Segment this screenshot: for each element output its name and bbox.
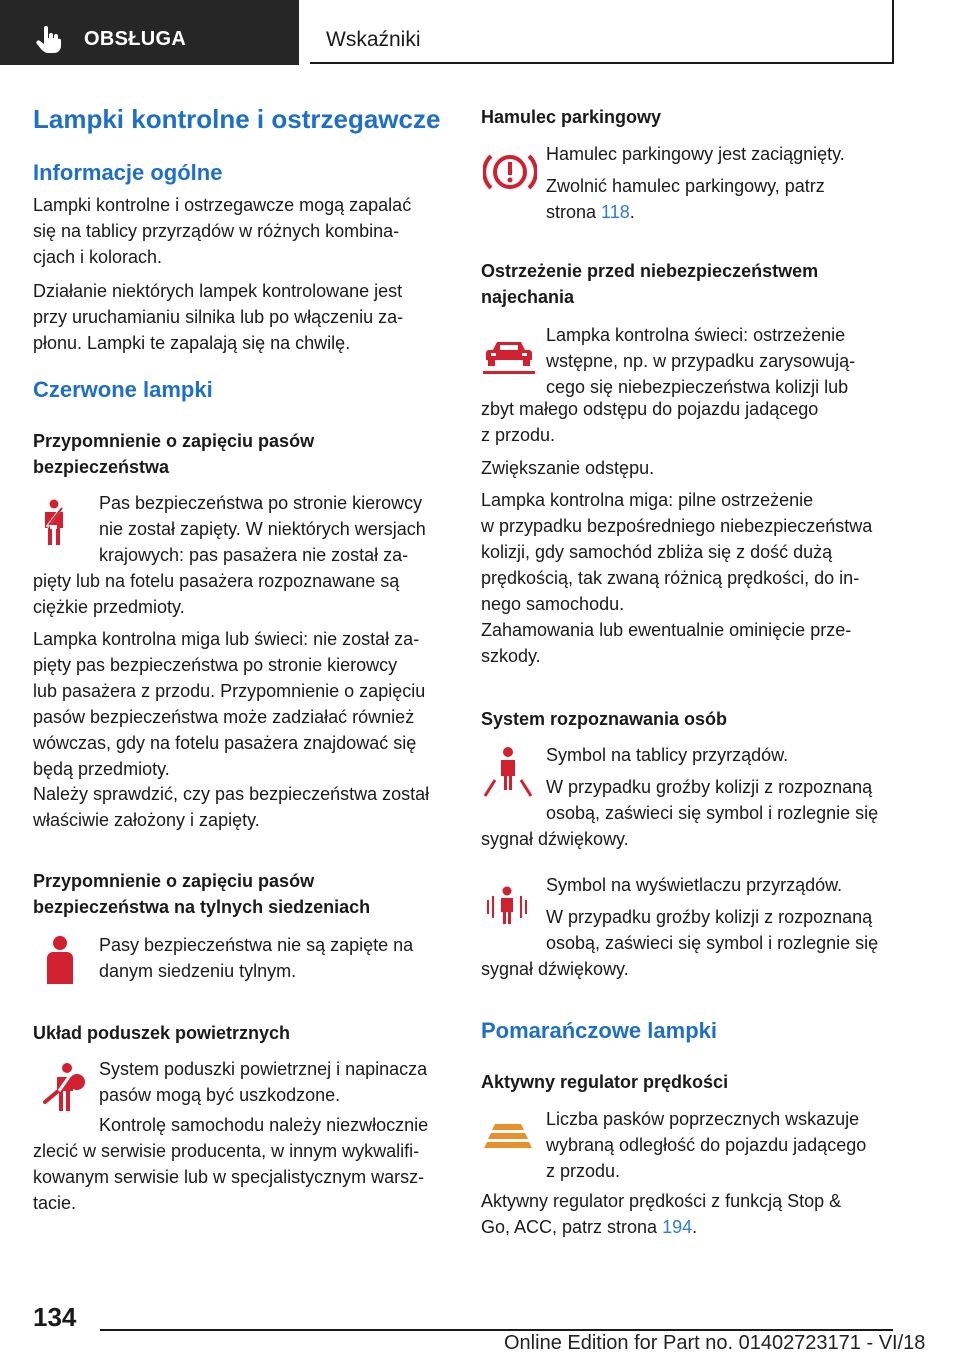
text-line: płonu. Lampki te zapalają się na chwilę. (33, 333, 351, 353)
heading-line: bezpieczeństwa na tylnych siedzeniach (33, 897, 371, 917)
page-number: 134 (33, 1302, 77, 1332)
collision-continuation (481, 396, 818, 448)
text-line: Liczba pasków poprzecznych wskazuje (546, 1109, 860, 1129)
orange-lamps-heading: Pomarańczowe lampki (481, 1018, 717, 1043)
text-line: Lampka kontrolna miga: pilne ostrzeżenie (481, 490, 814, 510)
parking-brake-icon (483, 150, 537, 194)
acc-distance-bars-icon (483, 1122, 533, 1152)
text-line: przy uruchamianiu silnika lub po włączeniu za‐ (33, 307, 404, 327)
text-line: w przypadku bezpośredniego niebezpieczeństwa (481, 516, 873, 536)
collision-paragraph-3 (481, 487, 872, 617)
page-link-118[interactable]: 118 (601, 202, 630, 222)
text-line: zlecić w serwisie producenta, w innym wykwalifi‐ (33, 1141, 420, 1161)
text-line: krajowych: pas pasażera nie został za‐ (99, 545, 409, 565)
text-fragment: . (629, 202, 635, 222)
text-line: właściwie założony i zapięty. (33, 810, 260, 830)
person-block2-tail: sygnał dźwiękowy. (481, 959, 629, 979)
text-line: nego samochodu. (481, 594, 625, 614)
edition-note: Online Edition for Part no. 01402723171 - VI/18 (504, 1332, 926, 1354)
text-line: tacie. (33, 1193, 77, 1213)
collision-warning-car-icon (483, 338, 535, 378)
red-lamps-heading: Czerwone lampki (33, 377, 213, 402)
parking-line-1: Hamulec parkingowy jest zaciągnięty. (546, 144, 845, 164)
person-block1-text (546, 774, 878, 826)
text-line: Działanie niektórych lampek kontrolowane jest (33, 281, 403, 301)
hand-pointer-icon (36, 26, 62, 54)
text-line: System poduszki powietrznej i napinacza (99, 1059, 428, 1079)
general-heading: Informacje ogólne (33, 160, 223, 185)
text-line: kolizji, gdy samochód zbliża się z dość dużą (481, 542, 833, 562)
person-block2-text (546, 904, 878, 956)
text-line: wybraną odległość do pojazdu jadącego (546, 1135, 867, 1155)
parking-brake-heading: Hamulec parkingowy (481, 107, 662, 127)
text-line: Zwolnić hamulec parkingowy, patrz (546, 176, 825, 196)
text-line: Pas bezpieczeństwa po stronie kierowcy (99, 493, 423, 513)
seatbelt-paragraph-3 (33, 781, 429, 833)
text-line: ciężkie przedmioty. (33, 597, 185, 617)
seatbelt-paragraph-2 (33, 626, 425, 782)
text-line (481, 1214, 841, 1240)
text-line: prędkością, tak zwaną różnicą prędkości, do in‐ (481, 568, 860, 588)
text-line: W przypadku groźby kolizji z rozpoznaną (546, 907, 873, 927)
text-line: cego się niebezpieczeństwa kolizji lub (546, 377, 849, 397)
heading-line: Ostrzeżenie przed niebezpieczeństwem (481, 261, 819, 281)
text-fragment: . (692, 1217, 698, 1237)
text-line: będą przedmioty. (33, 759, 170, 779)
airbag-paragraph-2-first: Kontrolę samochodu należy niezwłocznie (99, 1115, 429, 1135)
general-paragraph-2 (33, 278, 403, 356)
seatbelt-continuation (33, 568, 399, 620)
text-line (546, 199, 825, 225)
text-line: kowanym serwisie lub w specjalistycznym warsz‐ (33, 1167, 425, 1187)
heading-line: Przypomnienie o zapięciu pasów (33, 431, 315, 451)
text-fragment: strona (546, 202, 602, 222)
text-fragment: Go, ACC, patrz strona (481, 1217, 663, 1237)
page-title: Lampki kontrolne i ostrzegawcze (33, 104, 441, 134)
text-line: wówczas, gdy na fotelu pasażera znajdować się (33, 733, 417, 753)
text-line: Należy sprawdzić, czy pas bezpieczeństwa został (33, 784, 430, 804)
seatbelt-heading (33, 428, 314, 480)
chapter-label: Wskaźniki (326, 28, 421, 51)
acc-paragraph-2 (481, 1188, 841, 1240)
airbag-paragraph-2 (33, 1138, 424, 1216)
text-line: nie został zapięty. W niektórych wersjach (99, 519, 426, 539)
rear-seatbelt-icon (43, 934, 77, 988)
text-line: lub pasażera z przodu. Przypomnienie o zapięciu (33, 681, 426, 701)
text-line: z przodu. (546, 1161, 621, 1181)
heading-line: Przypomnienie o zapięciu pasów (33, 871, 315, 891)
text-line: Lampka kontrolna miga lub świeci: nie został za‐ (33, 629, 420, 649)
rear-seatbelt-heading (33, 868, 370, 920)
text-line: W przypadku groźby kolizji z rozpoznaną (546, 777, 873, 797)
heading-line: najechania (481, 287, 575, 307)
page-link-194[interactable]: 194 (662, 1217, 693, 1237)
text-line: wstępne, np. w przypadku zarysowują‐ (546, 351, 856, 371)
text-line: pasów mogą być uszkodzone. (99, 1085, 341, 1105)
acc-heading: Aktywny regulator prędkości (481, 1072, 729, 1092)
collision-paragraph-2: Zwiększanie odstępu. (481, 458, 655, 478)
text-line: Pasy bezpieczeństwa nie są zapięte na (99, 935, 414, 955)
person-block2-line1: Symbol na wyświetlaczu przyrządów. (546, 875, 843, 895)
parking-paragraph-2 (546, 173, 825, 225)
seatbelt-warning-icon (38, 499, 70, 547)
text-line: szkody. (481, 646, 541, 666)
airbag-heading: Układ poduszek powietrznych (33, 1023, 291, 1043)
person-block1-line1: Symbol na tablicy przyrządów. (546, 745, 789, 765)
person-block1-tail: sygnał dźwiękowy. (481, 829, 629, 849)
text-line: Aktywny regulator prędkości z funkcją Stop & (481, 1191, 842, 1211)
text-line: osobą, zaświeci się symbol i rozlegnie się (546, 933, 879, 953)
footer-divider (100, 1329, 893, 1331)
text-line: Lampki kontrolne i ostrzegawcze mogą zapalać (33, 195, 412, 215)
text-line: Lampka kontrolna świeci: ostrzeżenie (546, 325, 846, 345)
text-line: pasów bezpieczeństwa może zadziałać również (33, 707, 415, 727)
pedestrian-sound-icon (483, 886, 531, 926)
pedestrian-warning-icon (483, 746, 533, 798)
airbag-warning-icon (43, 1062, 87, 1114)
rear-seatbelt-icon-text (99, 932, 413, 984)
text-line: z przodu. (481, 425, 556, 445)
collision-icon-text (546, 322, 855, 400)
general-paragraph-1 (33, 192, 411, 270)
text-line: osobą, zaświeci się symbol i rozlegnie się (546, 803, 879, 823)
section-tab (0, 0, 299, 65)
chapter-header (310, 0, 894, 64)
seatbelt-icon-text (99, 490, 426, 568)
heading-line: bezpieczeństwa (33, 457, 170, 477)
text-line: zbyt małego odstępu do pojazdu jadącego (481, 399, 819, 419)
text-line: pięty lub na fotelu pasażera rozpoznawane są (33, 571, 400, 591)
text-line: pięty pas bezpieczeństwa po stronie kierowcy (33, 655, 398, 675)
airbag-icon-text (99, 1056, 427, 1108)
collision-paragraph-4 (481, 617, 851, 669)
acc-icon-text (546, 1106, 866, 1184)
text-line: się na tablicy przyrządów w różnych kombina‐ (33, 221, 400, 241)
text-line: Zahamowania lub ewentualnie ominięcie prze‐ (481, 620, 852, 640)
section-label: OBSŁUGA (84, 28, 187, 50)
collision-heading (481, 258, 818, 310)
person-detection-heading: System rozpoznawania osób (481, 709, 728, 729)
text-line: cjach i kolorach. (33, 247, 163, 267)
text-line: danym siedzeniu tylnym. (99, 961, 297, 981)
